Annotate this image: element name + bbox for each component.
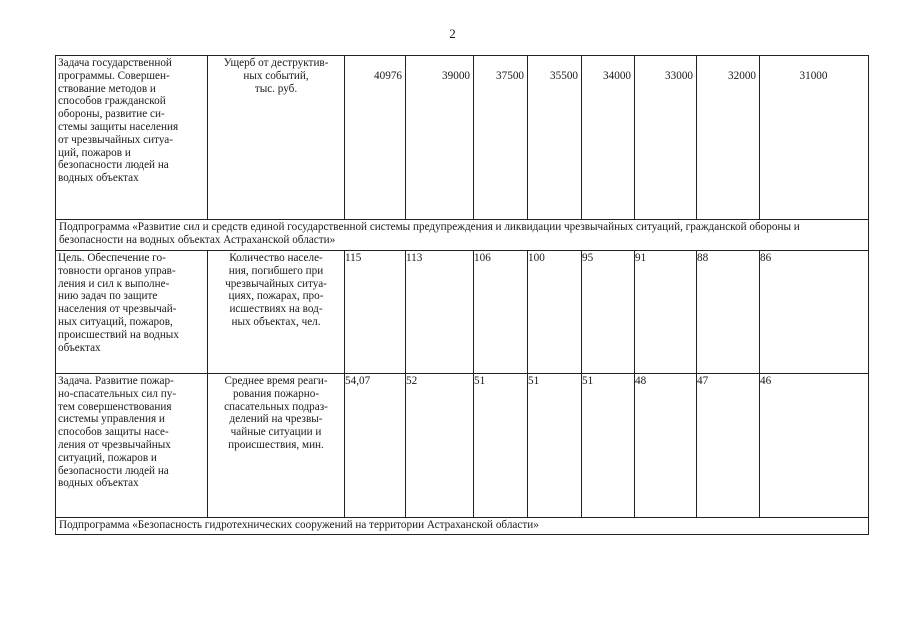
table-row [56,374,869,518]
goal-cell: Цель. Обеспечение го- товности органов управ- ления и сил к выполне- нию задач по защите населения от чрезвычай- ных ситуаций, пожаров, происшествий на водных объектах [56,251,208,374]
indicator-cell: Среднее время реаги- рования пожарно- спасательных подраз- делений на чрезвы- чайные ситуации и происшествия, мин. [208,374,345,518]
value-cell: 39000 [406,56,474,220]
goal-cell: Задача государственной программы. Совершен- ствование методов и способов гражданской обороны, развитие си- стемы защиты населения от чрезвычайных ситуа- ций, пожаров и безопасности людей на водных объектах [56,56,208,220]
value-cell: 31000 [760,56,869,220]
goal-cell: Задача. Развитие пожар- но-спасательных сил пу- тем совершенствования системы управления и способов защиты насе- ления от чрезвычайных ситуаций, пожаров и безопасности людей на водных объектах [56,374,208,518]
value-cell: 95 [582,251,635,374]
value-cell: 51 [582,374,635,518]
value-cell: 40976 [345,56,406,220]
table-row [56,56,869,220]
indicator-cell: Количество населе- ния, погибшего при чрезвычайных ситуа- циях, пожарах, про- исшествиях на вод- ных объектах, чел. [208,251,345,374]
value-cell: 33000 [635,56,697,220]
value-cell: 34000 [582,56,635,220]
subprogram-title: Подпрограмма «Развитие сил и средств единой государственной системы предупреждения и ликвидации чрезвычайных ситуаций, гражданской обороны и безопасности на водных объектах Астраханской области» [56,220,869,251]
page-number: 2 [449,26,456,41]
value-cell: 100 [528,251,582,374]
indicator-cell: Ущерб от деструктив- ных событий, тыс. руб. [208,56,345,220]
value-cell: 86 [760,251,869,374]
table-row [56,220,869,251]
value-cell: 113 [406,251,474,374]
subprogram-title: Подпрограмма «Безопасность гидротехнических сооружений на территории Астраханской области» [56,518,869,535]
value-cell: 88 [697,251,760,374]
value-cell: 115 [345,251,406,374]
table-row [56,251,869,374]
value-cell: 52 [406,374,474,518]
value-cell: 48 [635,374,697,518]
value-cell: 32000 [697,56,760,220]
value-cell: 35500 [528,56,582,220]
value-cell: 37500 [474,56,528,220]
value-cell: 91 [635,251,697,374]
indicators-table [55,55,869,535]
value-cell: 51 [474,374,528,518]
value-cell: 46 [760,374,869,518]
value-cell: 51 [528,374,582,518]
value-cell: 47 [697,374,760,518]
value-cell: 54,07 [345,374,406,518]
table-row [56,518,869,535]
value-cell: 106 [474,251,528,374]
